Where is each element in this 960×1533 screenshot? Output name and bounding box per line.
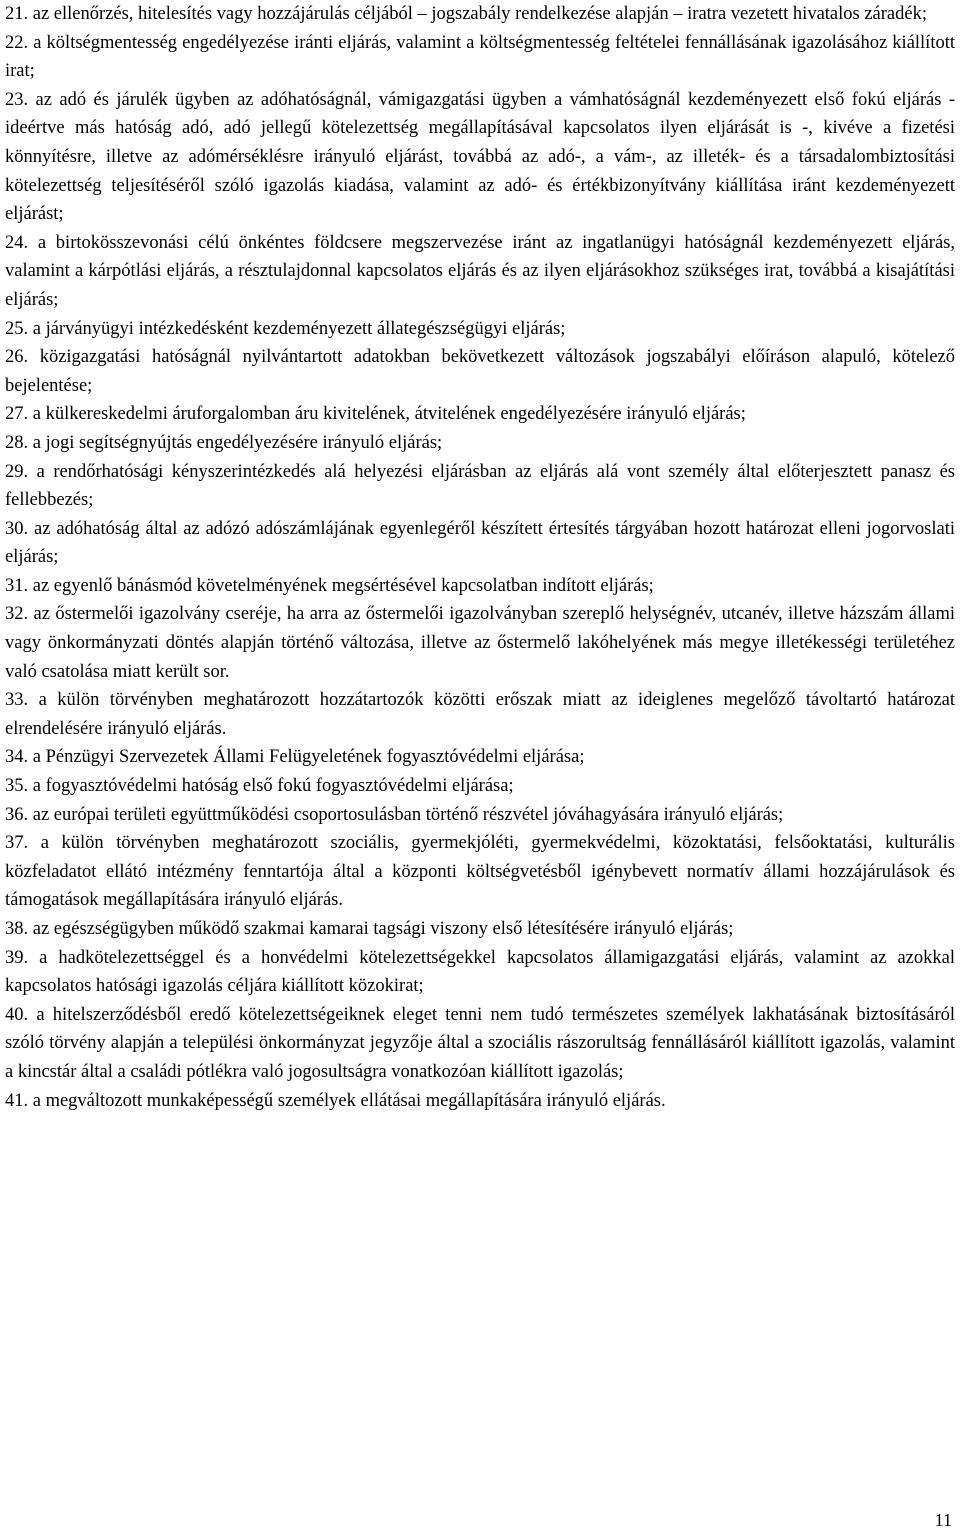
- list-item-31: 31. az egyenlő bánásmód követelményének megsértésével kapcsolatban indított eljárás;: [5, 575, 654, 596]
- list-item-25: 25. a járványügyi intézkedésként kezdeményezett állategészségügyi eljárás;: [5, 318, 566, 339]
- list-item-27: 27. a külkereskedelmi áruforgalomban áru kivitelének, átvitelének engedélyezésére irányuló eljárás;: [5, 404, 746, 425]
- list-item-24: 24. a birtokösszevonási célú önkéntes földcsere megszervezése iránt az ingatlanügyi hatóságnál kezdeményezett eljárás, valamint a kárpótlási eljárás, a résztulajdonnal kapcsolatos eljárás és az ilyen eljárásokhoz szükséges irat, továbbá a kisajátítási eljárás;: [5, 232, 955, 310]
- list-item-36: 36. az európai területi együttműködési csoportosulásban történő részvétel jóváhagyására irányuló eljárás;: [5, 804, 784, 825]
- list-item-37: 37. a külön törvényben meghatározott szociális, gyermekjóléti, gyermekvédelmi, közoktatási, felsőoktatási, kulturális közfeladatot ellátó intézmény fenntartója által a központi költségvetésből igénybevett normatív állami hozzájárulások és támogatások megállapítására irányuló eljárás.: [5, 833, 955, 911]
- list-item-30: 30. az adóhatóság által az adózó adószámlájának egyenlegéről készített értesítés tárgyában hozott határozat elleni jogorvoslati eljárás;: [5, 518, 955, 568]
- list-item-40: 40. a hitelszerződésből eredő kötelezettségeiknek eleget tenni nem tudó természetes személyek lakhatásának biztosításáról szóló törvény alapján a települési önkormányzat jegyzője által a szociális rászorultság fennállásáról kiállított igazolás, valamint a kincstár által a családi pótlékra való jogosultságra vonatkozóan kiállított igazolás;: [5, 1004, 955, 1082]
- list-item-38: 38. az egészségügyben működő szakmai kamarai tagsági viszony első létesítésére irányuló eljárás;: [5, 919, 734, 939]
- list-item-35: 35. a fogyasztóvédelmi hatóság első fokú fogyasztóvédelmi eljárása;: [5, 776, 514, 797]
- list-item-28: 28. a jogi segítségnyújtás engedélyezésére irányuló eljárás;: [5, 432, 443, 453]
- list-item-33: 33. a külön törvényben meghatározott hozzátartozók közötti erőszak miatt az ideiglenes megelőző távoltartó határozat elrendelésére irányuló eljárás.: [5, 690, 955, 739]
- list-item-29: 29. a rendőrhatósági kényszerintézkedés alá helyezési eljárásban az eljárás alá vont személy által előterjesztett panasz és fellebbezés;: [5, 461, 955, 511]
- list-item-22: 22. a költségmentesség engedélyezése iránti eljárás, valamint a költségmentesség feltételei fennállásának igazolásához kiállított irat;: [5, 32, 955, 82]
- list-item-26: 26. közigazgatási hatóságnál nyilvántartott adatokban bekövetkezett változások jogszabályi előíráson alapuló, kötelező bejelentése;: [5, 347, 955, 396]
- page-number: 11: [934, 1510, 952, 1530]
- list-item-41: 41. a megváltozott munkaképességű személyek ellátásai megállapítására irányuló eljárás.: [5, 1090, 666, 1111]
- list-item-39: 39. a hadkötelezettséggel és a honvédelmi kötelezettségekkel kapcsolatos államigazgatási eljárás, valamint az azokkal kapcsolatos hatósági igazolás céljára kiállított közokirat;: [5, 947, 955, 997]
- list-item-21: 21. az ellenőrzés, hitelesítés vagy hozzájárulás céljából – jogszabály rendelkezése alapján – iratra vezetett hivatalos záradék;: [5, 4, 927, 24]
- list-item-32: 32. az őstermelői igazolvány cseréje, ha arra az őstermelői igazolványban szereplő helységnév, utcanév, illetve házszám állami vagy önkormányzati döntés alapján történő változása, illetve az őstermelő lakóhelyének más megye illetékességi területéhez való csatolása miatt került sor.: [5, 604, 955, 682]
- list-item-23: 23. az adó és járulék ügyben az adóhatóságnál, vámigazgatási ügyben a vámhatóságnál kezdeményezett első fokú eljárás - ideértve más hatóság adó, adó jellegű kötelezettség megállapításával kapcsolatos ilyen eljárását is -, kivéve a fizetési könnyítésre, illetve az adómérséklésre irányuló eljárást, továbbá az adó-, a vám-, az illeték- és a társadalombiztosítási kötelezettség teljesítéséről szóló igazolás kiadása, valamint az adó- és értékbizonyítvány kiállítása iránt kezdeményezett eljárást;: [5, 89, 955, 225]
- document-body: [5, 0, 955, 1115]
- list-item-34: 34. a Pénzügyi Szervezetek Állami Felügyeletének fogyasztóvédelmi eljárása;: [5, 747, 585, 768]
